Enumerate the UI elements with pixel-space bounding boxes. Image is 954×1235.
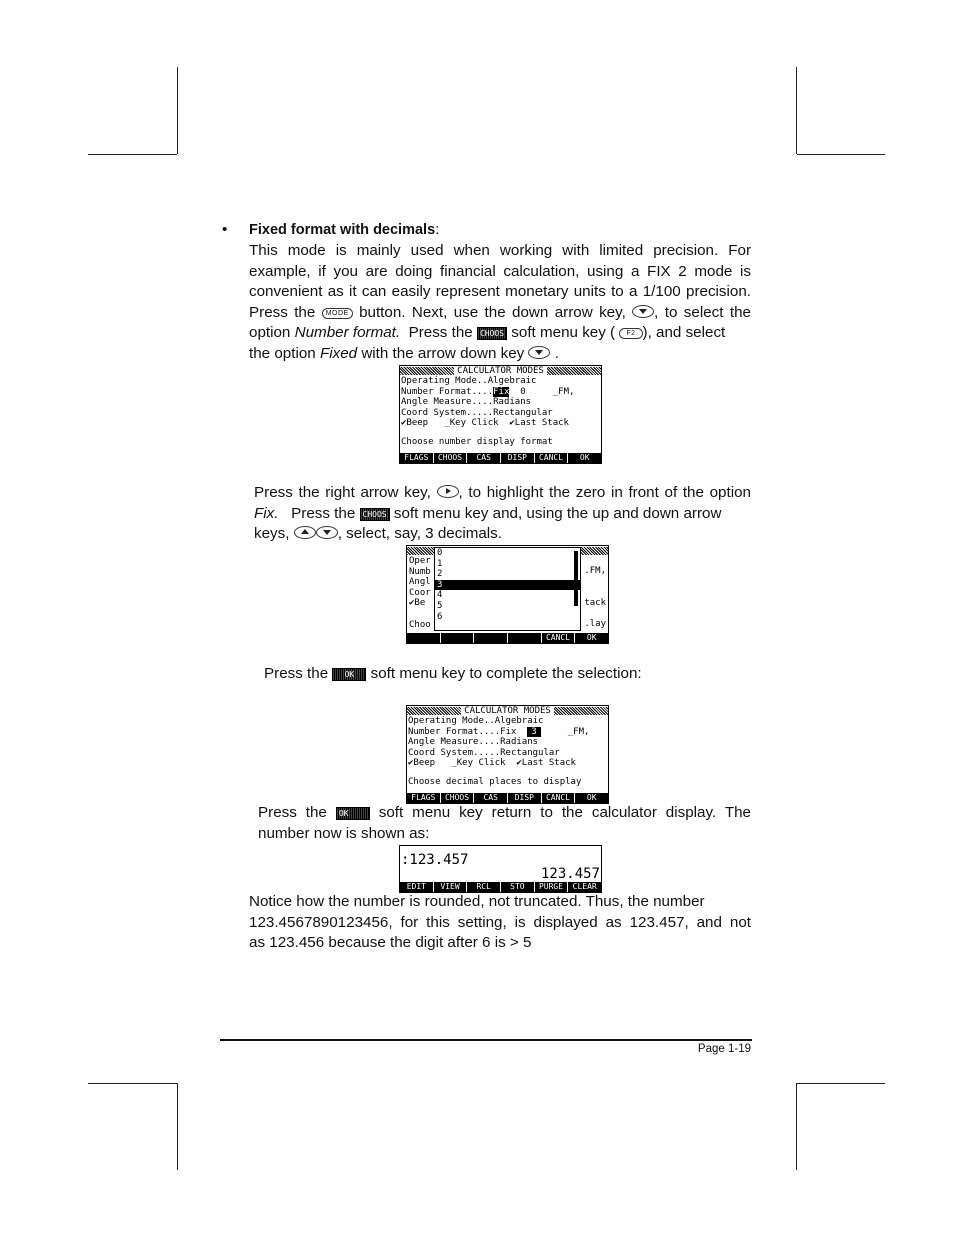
- mode-key-icon: MODE: [322, 308, 353, 319]
- choos-softkey-icon: CHOOS: [360, 508, 390, 521]
- text-line: 123.4567890123456, for this setting, is displayed as 123.457, and not: [249, 913, 751, 931]
- stack-display-screen: [399, 845, 602, 893]
- crop-mark: [797, 1083, 885, 1084]
- down-arrow-key-icon: [632, 305, 654, 318]
- text-line: number now is shown as:: [258, 824, 430, 842]
- list-item-selected[interactable]: 3: [435, 580, 580, 591]
- screen-row: Number Format....Fix 3 _FM,: [408, 726, 590, 737]
- softkey-cas[interactable]: CAS: [474, 793, 507, 803]
- intro-paragraph: [249, 241, 751, 365]
- softkey-choos[interactable]: CHOOS: [434, 453, 467, 463]
- softkey-sto[interactable]: STO: [501, 882, 534, 892]
- softkey-purge[interactable]: PURGE: [535, 882, 568, 892]
- text-line: Press the right arrow key, , to highlight the zero in front of the option: [254, 484, 751, 501]
- screen-row: ✔Beep _Key Click ✔Last Stack: [408, 758, 576, 769]
- crop-mark: [88, 1083, 177, 1084]
- crop-mark: [177, 67, 178, 154]
- text-line: convenient as it can easily represent monetary units to a 1/100 precision.: [249, 283, 751, 301]
- screen-row: Coord System.....Rectangular: [408, 747, 560, 758]
- softkey-disp[interactable]: DISP: [508, 793, 541, 803]
- result-line: 123.457: [540, 866, 600, 882]
- softkey-empty[interactable]: [407, 633, 440, 643]
- entry-line: :123.457: [401, 852, 469, 868]
- softkey-empty[interactable]: [508, 633, 541, 643]
- list-item[interactable]: 4: [437, 590, 443, 601]
- screen-help-row: Choose number display format: [401, 436, 553, 447]
- crop-mark: [88, 154, 177, 155]
- softkey-cancl[interactable]: CANCL: [535, 453, 568, 463]
- ok-softkey-icon: OK: [332, 668, 366, 681]
- soft-menu-bar: [407, 633, 608, 643]
- text-line: as 123.456 because the digit after 6 is > 5: [249, 934, 532, 952]
- softkey-flags[interactable]: FLAGS: [407, 793, 440, 803]
- text-line: This mode is mainly used when working with limited precision. For: [249, 242, 751, 259]
- soft-menu-bar: [400, 453, 601, 463]
- step3-line: Press the OK soft menu key to complete the selection:: [264, 665, 642, 682]
- step2-paragraph: [254, 483, 751, 545]
- text-line: Notice how the number is rounded, not truncated. Thus, the number: [249, 893, 705, 910]
- screen-row: Operating Mode..Algebraic: [401, 376, 537, 386]
- crop-mark: [177, 1083, 178, 1170]
- softkey-flags[interactable]: FLAGS: [400, 453, 433, 463]
- softkey-ok[interactable]: OK: [575, 793, 608, 803]
- list-item[interactable]: 6: [437, 611, 443, 622]
- bullet-heading: • Fixed format with decimals:: [222, 221, 440, 238]
- list-item[interactable]: 0: [437, 548, 443, 558]
- down-arrow-key-icon: [528, 346, 550, 359]
- step4-paragraph: [258, 803, 751, 844]
- screen-row: Coord System.....Rectangular: [401, 407, 553, 418]
- background-left-column: Oper Numb Angl Coor ✔Be Choo: [409, 556, 431, 630]
- softkey-ok[interactable]: OK: [575, 633, 608, 643]
- text-line: Fix. Press the CHOOS soft menu key and, using the up and down arrow: [254, 504, 722, 522]
- softkey-empty[interactable]: [441, 633, 474, 643]
- list-item[interactable]: 2: [437, 569, 443, 580]
- softkey-view[interactable]: VIEW: [434, 882, 467, 892]
- softkey-cancl[interactable]: CANCL: [542, 633, 575, 643]
- screen-help-row: Choose decimal places to display: [408, 776, 582, 787]
- softkey-empty[interactable]: [474, 633, 507, 643]
- soft-menu-bar: [400, 882, 601, 892]
- text-line: keys, , select, say, 3 decimals.: [254, 525, 502, 543]
- list-item[interactable]: 5: [437, 600, 443, 611]
- ok-softkey-icon: OK: [336, 807, 370, 820]
- crop-mark: [796, 1083, 797, 1170]
- soft-menu-bar: [407, 793, 608, 803]
- closing-paragraph: [249, 892, 751, 954]
- highlighted-field: Fix: [493, 386, 510, 397]
- f2-key-icon: F2: [619, 328, 642, 339]
- up-arrow-key-icon: [294, 526, 316, 539]
- calculator-modes-screen-fix3: CALCULATOR MODES Operating Mode..Algebraic Number Format....Fix 3 _FM, Angle Measure....Radians Coord System.....Rectangular ✔Beep _Key Click ✔Last Stack Choose decimal places to display FLAGS CHOOS CAS DISP CANCL OK: [406, 705, 609, 804]
- down-arrow-key-icon: [316, 526, 338, 539]
- screen-row: ✔Beep _Key Click ✔Last Stack: [401, 418, 569, 429]
- softkey-choos[interactable]: CHOOS: [441, 793, 474, 803]
- softkey-rcl[interactable]: RCL: [467, 882, 500, 892]
- list-item[interactable]: 1: [437, 558, 443, 569]
- softkey-ok[interactable]: OK: [568, 453, 601, 463]
- background-right-column: .FM, tack .lay: [584, 566, 606, 629]
- footer-rule: [220, 1039, 752, 1041]
- bullet-symbol: •: [222, 221, 228, 238]
- scrollbar[interactable]: [574, 551, 578, 606]
- screen-title-bar: [400, 366, 601, 376]
- highlighted-field: 3: [527, 727, 540, 737]
- softkey-clear[interactable]: CLEAR: [568, 882, 601, 892]
- text-line: the option Fixed with the arrow down key .: [249, 344, 559, 362]
- section-heading: Fixed format with decimals: [249, 222, 436, 238]
- choos-softkey-icon: CHOOS: [477, 327, 507, 340]
- choose-list-box: [434, 547, 581, 631]
- crop-mark: [797, 154, 885, 155]
- page-number: Page 1-19: [697, 1043, 751, 1055]
- text-line: option Number format. Press the CHOOS soft menu key ( F2 ), and select: [249, 324, 726, 342]
- softkey-cas[interactable]: CAS: [467, 453, 500, 463]
- calculator-modes-screen: [399, 365, 602, 464]
- right-arrow-key-icon: [437, 485, 459, 498]
- softkey-cancl[interactable]: CANCL: [542, 793, 575, 803]
- text-line: Press the MODE button. Next, use the down arrow key, , to select the: [249, 303, 751, 321]
- text-line: example, if you are doing financial calculation, using a FIX 2 mode is: [249, 262, 751, 280]
- softkey-disp[interactable]: DISP: [501, 453, 534, 463]
- crop-mark: [796, 67, 797, 154]
- screen-row: Number Format....Fix 0 _FM,: [401, 386, 575, 397]
- screen-row: Angle Measure....Radians: [408, 737, 539, 748]
- text-line: Press the OK soft menu key return to the calculator display. The: [258, 804, 751, 821]
- softkey-edit[interactable]: EDIT: [400, 882, 433, 892]
- choose-list-screen: [406, 545, 609, 644]
- screen-row: Operating Mode..Algebraic: [408, 716, 544, 726]
- screen-title: CALCULATOR MODES: [457, 365, 544, 376]
- screen-row: Angle Measure....Radians: [401, 397, 532, 408]
